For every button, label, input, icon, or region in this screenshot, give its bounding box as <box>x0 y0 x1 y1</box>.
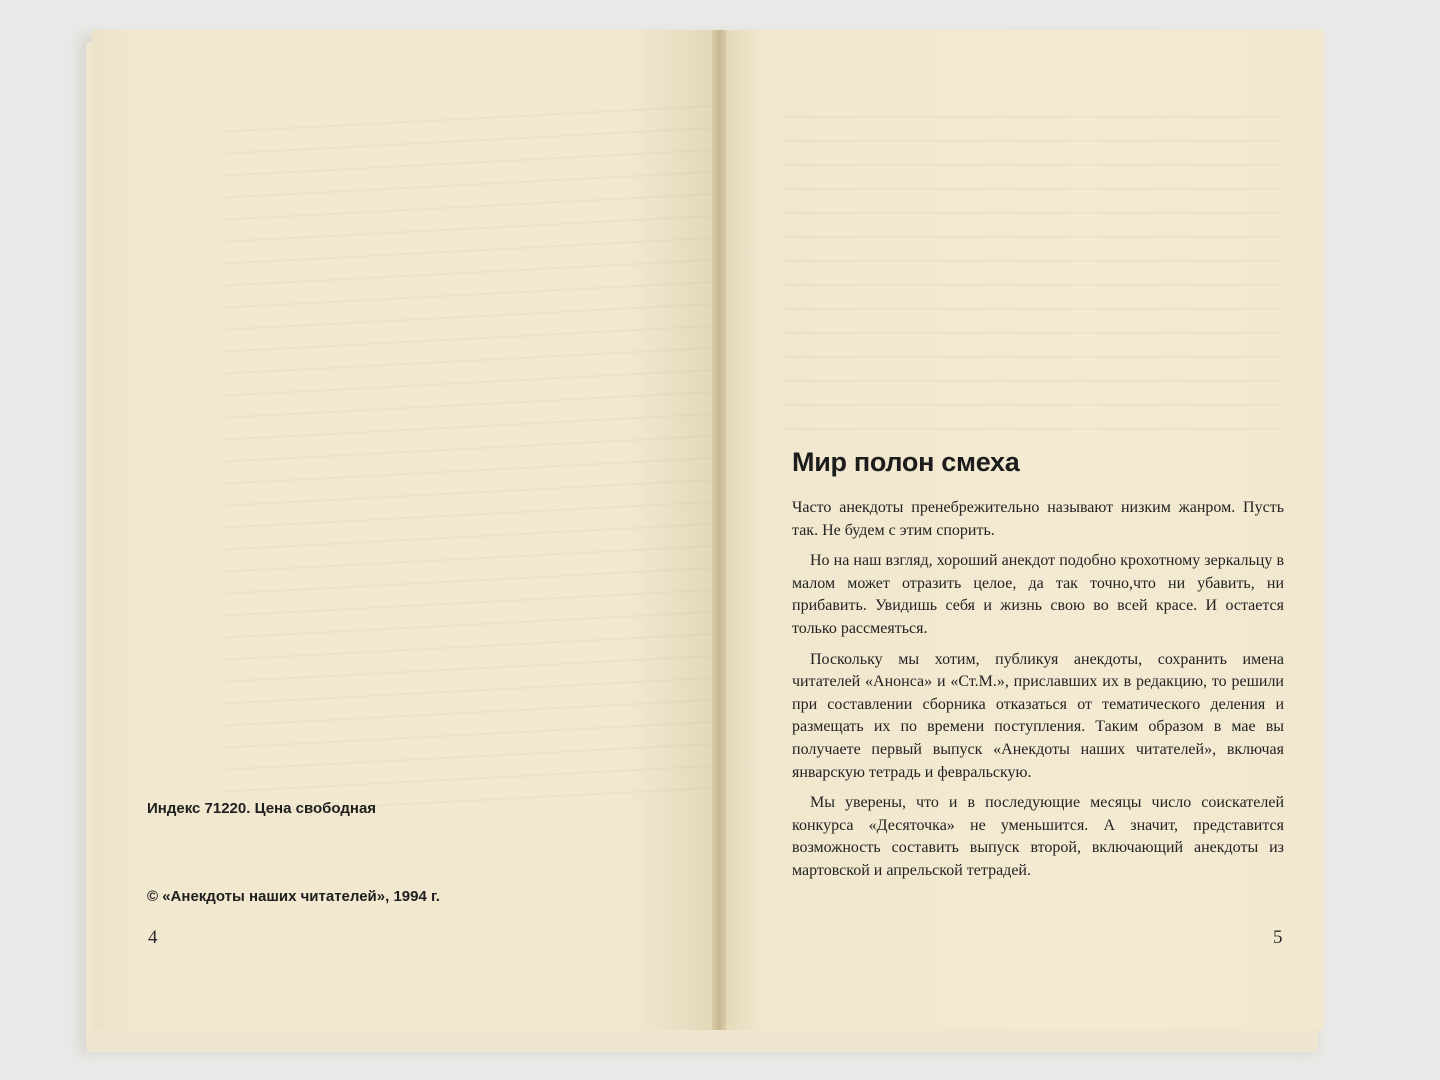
chapter-heading: Мир полон смеха <box>792 447 1020 477</box>
paragraph: Часто анекдоты пренебрежительно называют низким жанром. Пусть так. Не будем с этим спорить. <box>792 499 1284 539</box>
paragraph: Поскольку мы хотим, публикуя анекдоты, сохранить имена читателей «Анонса» и «Ст.М.», приславших их в редакцию, то решили при составлении сборника отказаться от тематического деления и размещать их по времени поступления. Таким образом в мае вы получаете первый выпуск «Анекдоты наших читателей», включая январскую тетрадь и февральскую. <box>792 650 1284 781</box>
show-through-text-right <box>780 110 1280 430</box>
paragraph: Мы уверены, что и в последующие месяцы число соискателей конкурса «Десяточка» не уменьшится. А значит, представится возможность составить выпуск второй, включающий анекдоты из мартовской и апрельской тетрадей. <box>792 794 1284 879</box>
paragraph: Но на наш взгляд, хороший анекдот подобно крохотному зеркальцу в малом может отразить целое, да так точно,что ни убавить, ни прибавить. Увидишь себя и жизнь свою во всей красе. И остается только рассмеяться. <box>792 552 1284 637</box>
page-number-left: 4 <box>148 927 158 948</box>
body-text <box>792 497 1284 891</box>
page-number-right: 5 <box>1273 927 1283 948</box>
left-page <box>92 30 716 1030</box>
imprint-line: Индекс 71220. Цена свободная <box>147 800 377 817</box>
book-gutter <box>712 30 726 1030</box>
copyright-line: © «Анекдоты наших читателей», 1994 г. <box>147 888 440 905</box>
show-through-text <box>222 85 782 814</box>
